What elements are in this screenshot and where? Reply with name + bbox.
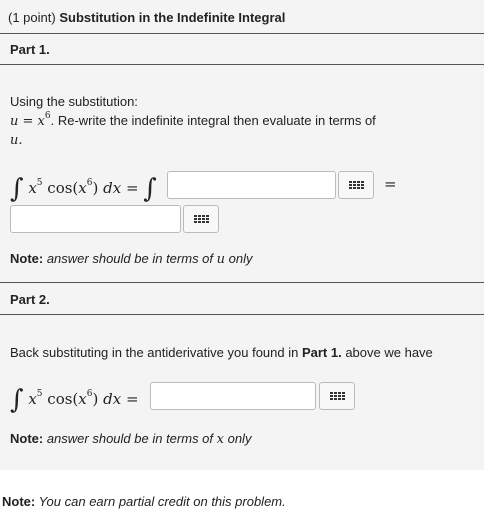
divider — [0, 282, 484, 283]
part1-variable: u. — [10, 133, 23, 148]
problem-header — [8, 10, 285, 25]
points-label: (1 point) — [8, 10, 56, 25]
part1-antiderivative-input[interactable] — [10, 205, 181, 233]
grid-icon — [349, 181, 364, 189]
equation-editor-button[interactable] — [183, 205, 219, 233]
part1-intro: Using the substitution: — [10, 94, 138, 109]
part1-substitution: $u = x^6$. Re-write the indefinite integral then evaluate in terms of — [10, 110, 376, 129]
divider — [0, 64, 484, 65]
equation-editor-button[interactable] — [319, 382, 355, 410]
part2-text: Back substituting in the antiderivative you found in Part 1. above we have — [10, 345, 433, 360]
integral-sign-icon: ∫ — [143, 174, 157, 204]
integral-sign-icon: ∫ — [10, 174, 24, 204]
part2-title: Part 2. — [10, 292, 50, 307]
part2-integral: ∫ $x^5$ $\cos(x^6)$ dx = — [10, 385, 139, 415]
equation-editor-button[interactable] — [338, 171, 374, 199]
part2-answer-input[interactable] — [150, 382, 316, 410]
part1-title: Part 1. — [10, 42, 50, 57]
grid-icon — [330, 392, 345, 400]
part1-integral: ∫ $x^5$ $\cos(x^6)$ dx = ∫ — [10, 174, 157, 204]
part1-integrand-input[interactable] — [167, 171, 336, 199]
problem-title: Substitution in the Indefinite Integral — [59, 10, 286, 25]
integral-sign-icon: ∫ — [10, 385, 24, 415]
part2-note: Note: answer should be in terms of x only — [10, 431, 252, 447]
equals-sign: = — [384, 175, 397, 193]
divider — [0, 314, 484, 315]
divider — [0, 33, 484, 34]
partial-credit-note: Note: You can earn partial credit on this problem. — [2, 494, 286, 509]
part1-note: Note: answer should be in terms of u only — [10, 251, 253, 267]
grid-icon — [194, 215, 209, 223]
